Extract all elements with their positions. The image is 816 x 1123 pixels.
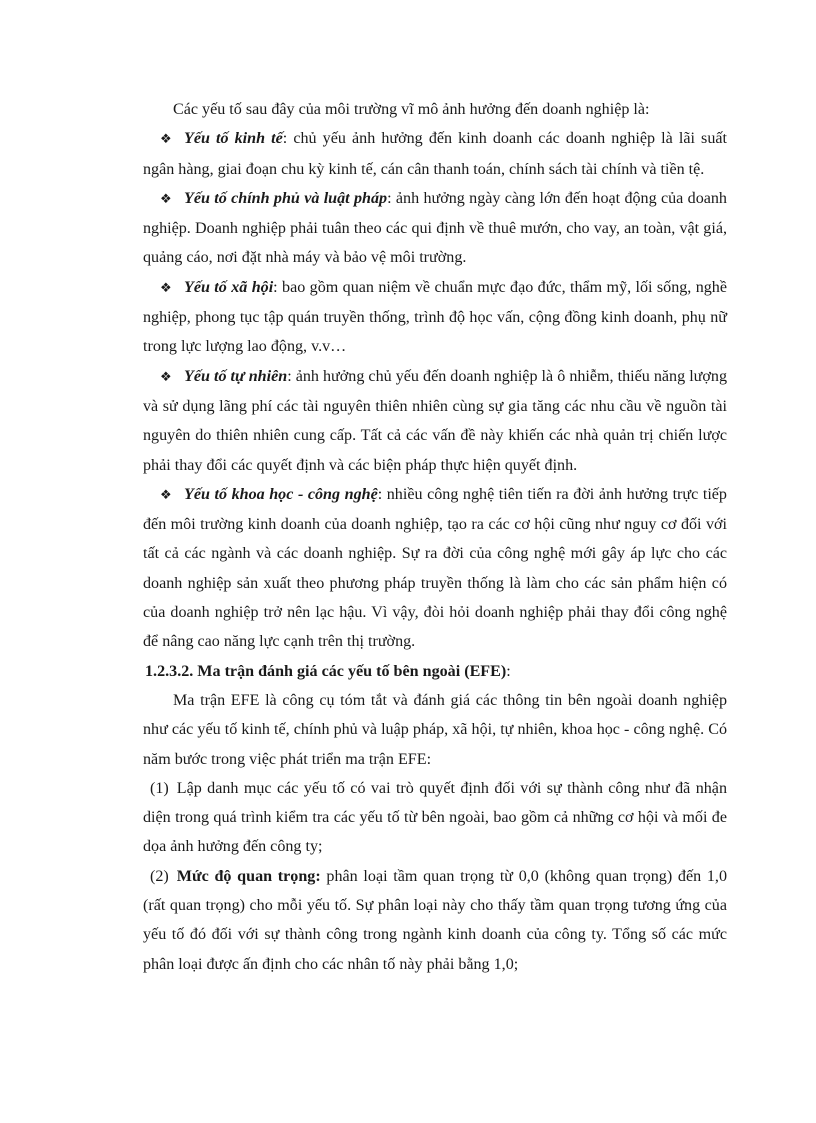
bullet-term: Yếu tố xã hội bbox=[184, 278, 274, 296]
bullet-item-kinh-te bbox=[143, 124, 727, 184]
section-paragraph: Ma trận EFE là công cụ tóm tắt và đánh giá các thông tin bên ngoài doanh nghiệp như các yếu tố kinh tế, chính phủ và luập pháp, xã hội, tự nhiên, khoa học - công nghệ. Có năm bước trong việc phát triển ma trận EFE: bbox=[143, 691, 727, 768]
step-text: phân loại tầm quan trọng từ 0,0 (không quan trọng) đến 1,0 (rất quan trọng) cho mỗi yếu tố. Sự phân loại này cho thấy tầm quan trọng tương ứng của yếu tố đó đối với sự thành công trong ngành kinh doanh của công ty. Tổng số các mức phân loại được ấn định cho các nhân tố này phải bằng 1,0; bbox=[143, 867, 727, 973]
diamond-bullet-icon: ❖ bbox=[160, 487, 172, 503]
bullet-term: Yếu tố khoa học - công nghệ bbox=[184, 485, 378, 503]
bullet-term: Yếu tố chính phủ và luật pháp bbox=[184, 189, 388, 207]
diamond-bullet-icon: ❖ bbox=[160, 369, 172, 385]
step-bold-label: Mức độ quan trọng: bbox=[176, 867, 321, 885]
step-number: (1) bbox=[150, 779, 169, 797]
step-number: (2) bbox=[150, 867, 169, 885]
bullet-item-tu-nhien bbox=[143, 362, 727, 480]
section-heading-text: 1.2.3.2. Ma trận đánh giá các yếu tố bên ngoài (EFE) bbox=[145, 662, 507, 680]
bullet-text: : bao gồm quan niệm về chuẩn mực đạo đức, thẩm mỹ, lối sống, nghề nghiệp, phong tục tập quán truyền thống, trình độ học vấn, cộng đồng kinh doanh, phụ nữ trong lực lượng lao động, v.v… bbox=[143, 278, 727, 356]
step-item-2 bbox=[143, 862, 727, 979]
intro-paragraph: Các yếu tố sau đây của môi trường vĩ mô ảnh hưởng đến doanh nghiệp là: bbox=[173, 101, 650, 118]
diamond-bullet-icon: ❖ bbox=[160, 132, 172, 148]
bullet-text: : ảnh hưởng ngày càng lớn đến hoạt động của doanh nghiệp. Doanh nghiệp phải tuân theo các qui định về thuê mướn, cho vay, an toàn, vật giá, quảng cáo, nơi đặt nhà máy và bảo vệ môi trường. bbox=[143, 189, 727, 267]
bullet-text: : ảnh hưởng chủ yếu đến doanh nghiệp là ô nhiễm, thiếu năng lượng và sử dụng lãng phí các tài nguyên thiên nhiên cùng sự gia tăng các nhu cầu về nguồn tài nguyên do thiên nhiên cung cấp. Tất cả các vấn đề này khiến các nhà quản trị chiến lược phải thay đổi các quyết định và các biện pháp thực hiện quyết định. bbox=[143, 367, 727, 474]
page-content bbox=[143, 95, 727, 979]
bullet-term: Yếu tố kinh tế bbox=[184, 130, 283, 148]
diamond-bullet-icon: ❖ bbox=[160, 191, 172, 207]
step-item-1 bbox=[143, 774, 727, 862]
bullet-item-khoa-hoc-cong-nghe bbox=[143, 480, 727, 657]
diamond-bullet-icon: ❖ bbox=[160, 280, 172, 296]
bullet-text: : chủ yếu ảnh hưởng đến kinh doanh các doanh nghiệp là lãi suất ngân hàng, giai đoạn chu kỳ kinh tế, cán cân thanh toán, chính sách tài chính và tiền tệ. bbox=[143, 130, 727, 178]
bullet-item-xa-hoi bbox=[143, 273, 727, 362]
bullet-term: Yếu tố tự nhiên bbox=[184, 367, 288, 385]
step-text: Lập danh mục các yếu tố có vai trò quyết định đối với sự thành công như đã nhận diện trong quá trình kiểm tra các yếu tố từ bên ngoài, bao gồm cả những cơ hội và mối đe dọa ảnh hưởng đến công ty; bbox=[143, 779, 727, 856]
section-heading bbox=[143, 657, 727, 686]
bullet-item-chinh-phu bbox=[143, 184, 727, 273]
section-heading-colon: : bbox=[506, 662, 511, 680]
bullet-text: : nhiều công nghệ tiên tiến ra đời ảnh hưởng trực tiếp đến môi trường kinh doanh của doanh nghiệp, tạo ra các cơ hội cũng như nguy cơ đối với tất cả các ngành và các doanh nghiệp. Sự ra đời của công nghệ mới gây áp lực cho các doanh nghiệp sản xuất theo phương pháp truyền thống là làm cho các sản phẩm hiện có của doanh nghiệp trở nên lạc hậu. Vì vậy, đòi hỏi doanh nghiệp phải thay đổi công nghệ để nâng cao năng lực cạnh trên thị trường. bbox=[143, 485, 727, 651]
